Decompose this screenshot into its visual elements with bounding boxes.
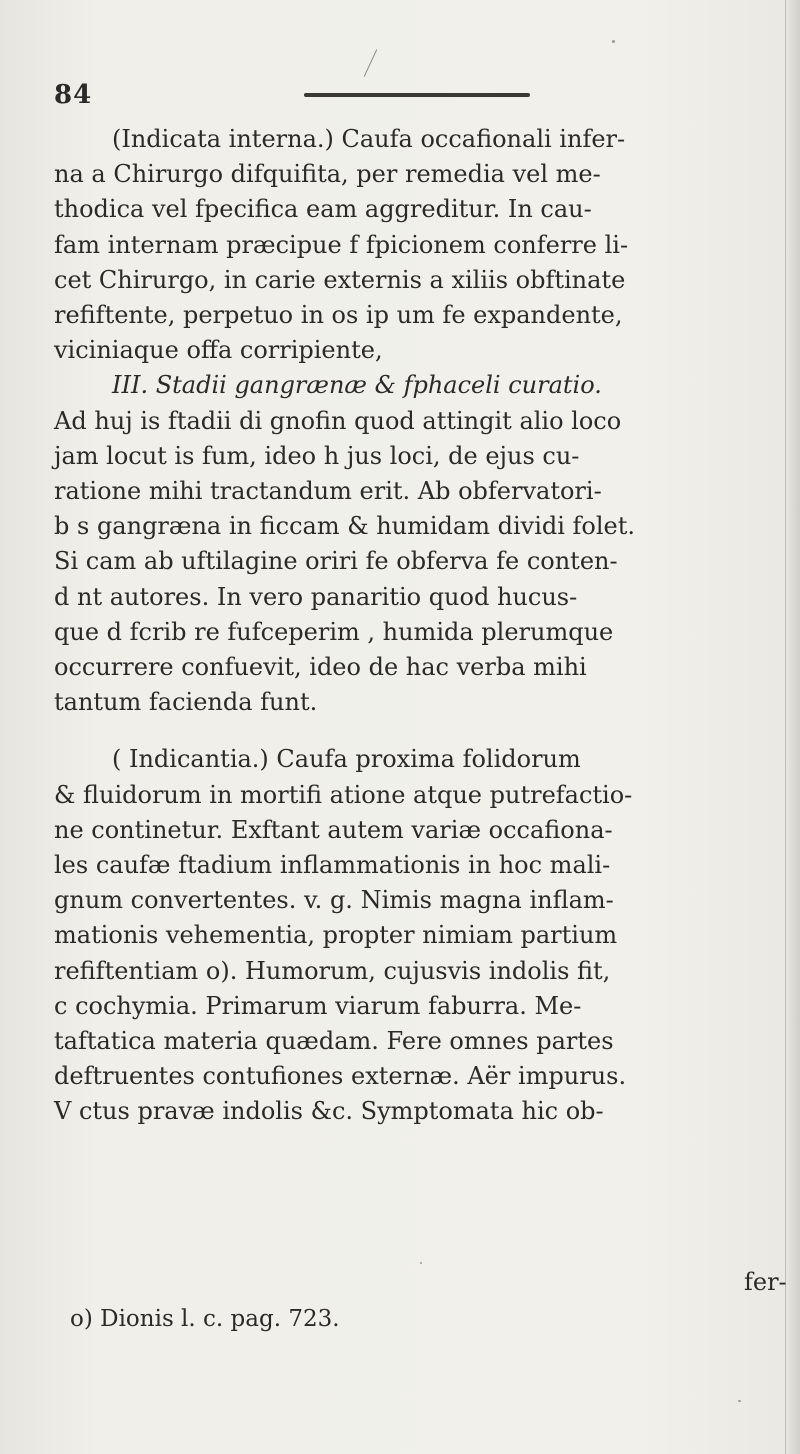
- paper-speck: [738, 1400, 741, 1402]
- text-line: V ctus pravæ indolis &c. Symptomata hic ob-: [54, 1097, 604, 1126]
- text-line: c cochymia. Primarum viarum faburra. Me-: [54, 991, 582, 1020]
- text-line: occurrere confuevit, ideo de hac verba mihi: [54, 653, 587, 682]
- text-line: & fluidorum in mortifi atione atque putrefactio-: [54, 780, 633, 809]
- footnote: o) Dionis l. c. pag. 723.: [70, 1306, 340, 1332]
- text-line: deftruentes contufiones externæ. Aër impurus.: [54, 1062, 627, 1091]
- text-line: fam internam præcipue f fpicionem conferre li-: [54, 230, 629, 259]
- text-line: d nt autores. In vero panaritio quod hucus-: [54, 582, 578, 611]
- text-line: b s gangræna in ficcam & humidam dividi folet.: [54, 512, 636, 541]
- text-line: refiftentiam o). Humorum, cujusvis indolis fit,: [54, 956, 611, 985]
- text-line: Ad huj is ftadii di gnofin quod attingit alio loco: [54, 406, 622, 435]
- text-line: gnum convertentes. v. g. Nimis magna inflam-: [54, 886, 614, 915]
- text-line: thodica vel fpecifica eam aggreditur. In cau-: [54, 195, 592, 224]
- header-mark: [364, 49, 378, 77]
- text-line: Si cam ab uftilagine oriri fe obferva fe conten-: [54, 547, 618, 576]
- text-line: jam locut is fum, ideo h jus loci, de ejus cu-: [54, 441, 580, 470]
- header-rule: [304, 93, 530, 97]
- text-line: ne continetur. Exftant autem variæ occafiona-: [54, 815, 613, 844]
- paper-speck: [420, 1262, 422, 1264]
- catchword: fer-: [744, 1268, 787, 1296]
- text-line: viciniaque offa corripiente,: [54, 336, 383, 365]
- page-number: 84: [54, 80, 93, 110]
- text-line: cet Chirurgo, in carie externis a xiliis obftinate: [54, 265, 626, 294]
- page-edge: [785, 0, 800, 1454]
- text-line: tantum facienda funt.: [54, 688, 318, 717]
- paragraph-gap: [54, 720, 782, 742]
- text-line: que d fcrib re fufceperim , humida plerumque: [54, 617, 614, 646]
- paper-speck: [612, 40, 615, 43]
- text-line: (Indicata interna.) Caufa occafionali infer-: [112, 125, 626, 153]
- text-line: na a Chirurgo difquifita, per remedia vel me-: [54, 160, 601, 189]
- text-line: taftatica materia quædam. Fere omnes partes: [54, 1027, 614, 1056]
- text-line: mationis vehementia, propter nimiam partium: [54, 921, 618, 950]
- text-line: ratione mihi tractandum erit. Ab obfervatori-: [54, 477, 602, 506]
- body-text: [54, 122, 782, 1130]
- text-line: les caufæ ftadium inflammationis in hoc mali-: [54, 851, 611, 880]
- text-line: ( Indicantia.) Caufa proxima folidorum: [112, 745, 581, 774]
- text-line: refiftente, perpetuo in os ip um fe expandente,: [54, 301, 623, 330]
- section-heading: III. Stadii gangrænæ & fphaceli curatio.: [112, 371, 602, 400]
